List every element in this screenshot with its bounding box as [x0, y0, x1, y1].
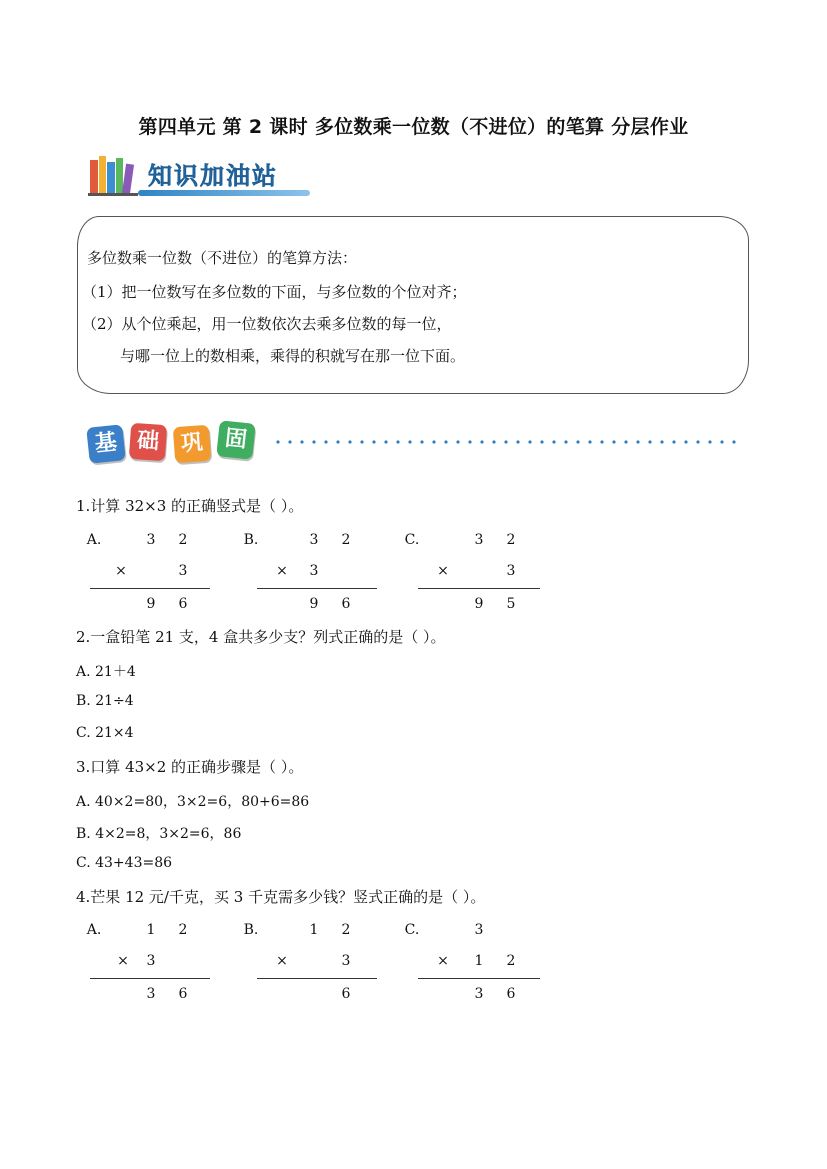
option-label: C. [404, 532, 420, 548]
digit: 3 [146, 532, 156, 548]
digit: 5 [506, 596, 516, 612]
option-label: A. [86, 532, 102, 548]
option-label: A. [86, 922, 102, 938]
banner-swoosh [138, 190, 310, 196]
q1-option-c[interactable] [402, 528, 542, 618]
q2-option-b[interactable]: B. 21÷4 [76, 693, 134, 709]
knowledge-banner [88, 150, 313, 200]
vertical-line [418, 978, 540, 979]
knowledge-banner-label: 知识加油站 [148, 162, 278, 190]
digit: 9 [146, 596, 156, 612]
digit: 3 [341, 953, 351, 969]
practice-tile-3: 巩 [173, 425, 211, 463]
q4-option-c[interactable] [402, 918, 542, 1008]
q1-option-b[interactable] [241, 528, 381, 618]
question-3-stem: 3.口算 43×2 的正确步骤是（ ）。 [76, 758, 304, 776]
option-label: B. [243, 532, 259, 548]
q3-option-c[interactable]: C. 43+43=86 [76, 855, 173, 871]
practice-tile-4: 固 [216, 420, 256, 460]
digit: 3 [309, 532, 319, 548]
digit: 3 [309, 563, 319, 579]
q2-option-a[interactable]: A. 21＋4 [76, 664, 136, 680]
practice-tile-2: 础 [129, 423, 167, 461]
multiply-sign: × [276, 953, 288, 969]
digit: 6 [341, 596, 351, 612]
question-2-stem: 2.一盒铅笔 21 支，4 盒共多少支？列式正确的是（ ）。 [76, 628, 446, 646]
vertical-line [418, 588, 540, 589]
knowledge-step-2-cont: 与哪一位上的数相乘，乘得的积就写在那一位下面。 [120, 347, 466, 365]
digit: 6 [341, 986, 351, 1002]
multiply-sign: × [437, 563, 449, 579]
page-title: 第四单元 第 2 课时 多位数乘一位数（不进位）的笔算 分层作业 [138, 116, 689, 138]
digit: 6 [506, 986, 516, 1002]
books-icon [88, 152, 140, 196]
option-label: B. [243, 922, 259, 938]
practice-banner [88, 420, 268, 470]
digit: 2 [178, 922, 188, 938]
digit: 3 [474, 532, 484, 548]
vertical-line [90, 588, 210, 589]
q3-option-b[interactable]: B. 4×2=8，3×2=6，86 [76, 826, 242, 842]
q3-option-a[interactable]: A. 40×2=80，3×2=6，80+6=86 [76, 794, 310, 810]
digit: 9 [309, 596, 319, 612]
digit: 1 [146, 922, 156, 938]
digit: 2 [341, 532, 351, 548]
q1-option-a[interactable] [84, 528, 214, 618]
digit: 2 [506, 532, 516, 548]
multiply-sign: × [115, 563, 127, 579]
multiply-sign: × [117, 953, 129, 969]
vertical-line [257, 978, 377, 979]
question-4-stem: 4.芒果 12 元/千克，买 3 千克需多少钱？竖式正确的是（ ）。 [76, 888, 486, 906]
digit: 3 [146, 953, 156, 969]
q2-option-c[interactable]: C. 21×4 [76, 725, 134, 741]
q4-option-b[interactable] [241, 918, 381, 1008]
practice-dotted-line [272, 440, 742, 444]
knowledge-box [77, 216, 749, 394]
practice-tile-1: 基 [86, 424, 126, 464]
multiply-sign: × [276, 563, 288, 579]
question-1-stem: 1.计算 32×3 的正确竖式是（ ）。 [76, 497, 304, 515]
option-label: C. [404, 922, 420, 938]
knowledge-step-1: （1）把一位数写在多位数的下面，与多位数的个位对齐； [82, 283, 467, 301]
digit: 3 [178, 563, 188, 579]
digit: 1 [309, 922, 319, 938]
digit: 2 [178, 532, 188, 548]
digit: 1 [474, 953, 484, 969]
digit: 3 [146, 986, 156, 1002]
digit: 3 [474, 986, 484, 1002]
digit: 6 [178, 986, 188, 1002]
q4-option-a[interactable] [84, 918, 214, 1008]
knowledge-heading: 多位数乘一位数（不进位）的笔算方法： [87, 249, 358, 267]
vertical-line [90, 978, 210, 979]
digit: 2 [506, 953, 516, 969]
digit: 6 [178, 596, 188, 612]
digit: 9 [474, 596, 484, 612]
knowledge-step-2: （2）从个位乘起，用一位数依次去乘多位数的每一位， [82, 315, 452, 333]
multiply-sign: × [437, 953, 449, 969]
digit: 2 [341, 922, 351, 938]
vertical-line [257, 588, 377, 589]
digit: 3 [474, 922, 484, 938]
digit: 3 [506, 563, 516, 579]
